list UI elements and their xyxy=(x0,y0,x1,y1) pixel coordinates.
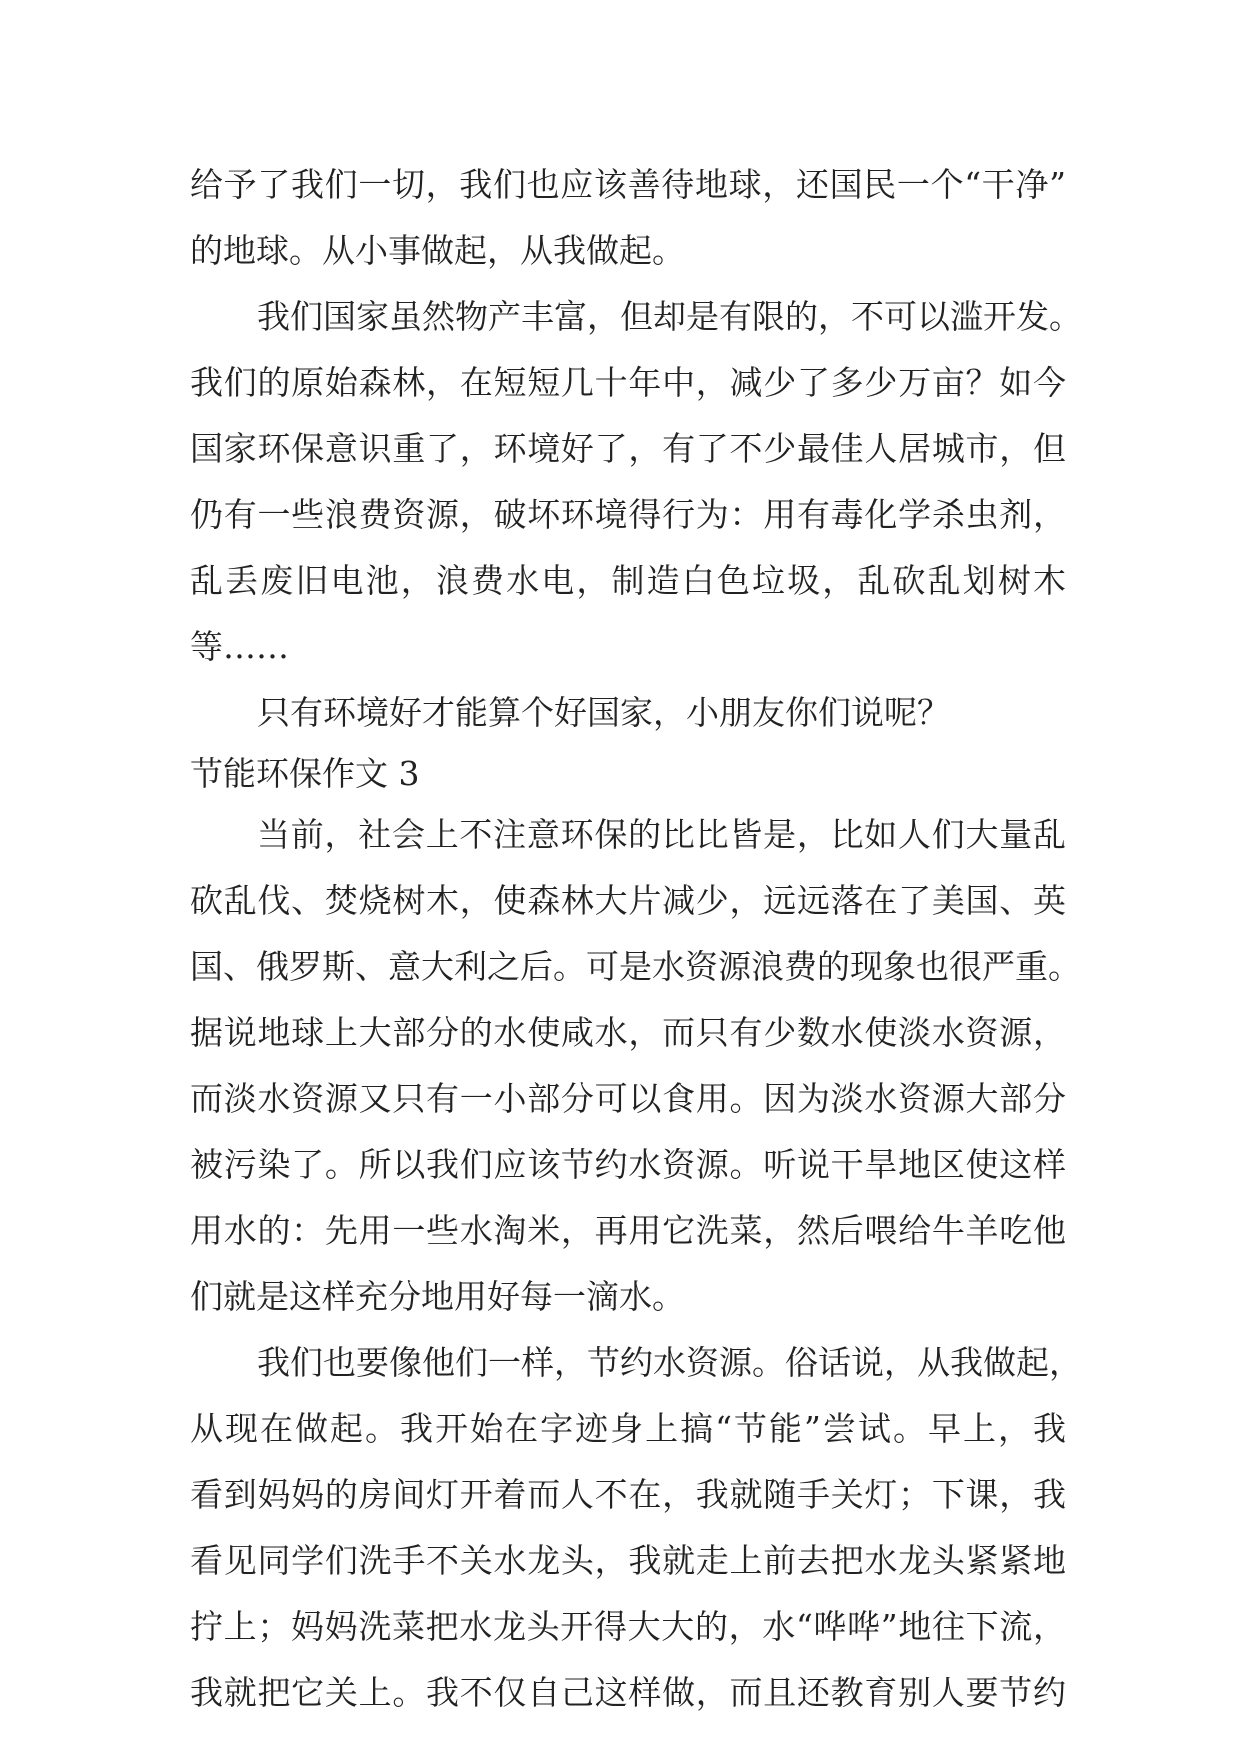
text-line: 当前，社会上不注意环保的比比皆是，比如人们大量乱 xyxy=(257,815,1066,854)
text-line: 从现在做起。我开始在字迹身上搞“节能”尝试。早上，我 xyxy=(190,1409,1066,1448)
document-body xyxy=(190,152,1082,1726)
text-line: 的地球。从小事做起，从我做起。 xyxy=(190,231,685,270)
text-line: 我们的原始森林，在短短几十年中，减少了多少万亩？如今 xyxy=(190,363,1066,402)
paragraph-4 xyxy=(190,802,1081,1330)
text-line: 用水的：先用一些水淘米，再用它洗菜，然后喂给牛羊吃他 xyxy=(190,1211,1066,1250)
text-line: 看见同学们洗手不关水龙头，我就走上前去把水龙头紧紧地 xyxy=(190,1541,1066,1580)
paragraph-3 xyxy=(190,680,1066,746)
text-line: 国、俄罗斯、意大利之后。可是水资源浪费的现象也很严重。 xyxy=(190,947,1081,986)
text-line: 给予了我们一切，我们也应该善待地球，还国民一个“干净” xyxy=(190,165,1066,204)
text-line: 我就把它关上。我不仅自己这样做，而且还教育别人要节约 xyxy=(190,1673,1066,1712)
text-line: 我们国家虽然物产丰富，但却是有限的，不可以滥开发。 xyxy=(257,297,1082,336)
text-line: 砍乱伐、焚烧树木，使森林大片减少，远远落在了美国、英 xyxy=(190,881,1066,920)
paragraph-5 xyxy=(190,1330,1082,1726)
text-line: 我们也要像他们一样，节约水资源。俗话说，从我做起， xyxy=(257,1343,1082,1382)
text-line: 仍有一些浪费资源，破坏环境得行为：用有毒化学杀虫剂， xyxy=(190,495,1066,534)
text-line: 而淡水资源又只有一小部分可以食用。因为淡水资源大部分 xyxy=(190,1079,1066,1118)
text-line: 等…… xyxy=(190,627,289,666)
text-line: 乱丢废旧电池，浪费水电，制造白色垃圾，乱砍乱划树木 xyxy=(190,561,1066,600)
text-line: 国家环保意识重了，环境好了，有了不少最佳人居城市，但 xyxy=(190,429,1066,468)
text-line: 只有环境好才能算个好国家，小朋友你们说呢？ xyxy=(257,693,950,732)
text-line: 据说地球上大部分的水使咸水，而只有少数水使淡水资源， xyxy=(190,1013,1066,1052)
paragraph-1 xyxy=(190,152,1066,284)
text-line: 被污染了。所以我们应该节约水资源。听说干旱地区使这样 xyxy=(190,1145,1066,1184)
paragraph-2 xyxy=(190,284,1082,680)
text-line: 们就是这样充分地用好每一滴水。 xyxy=(190,1277,685,1316)
text-line: 看到妈妈的房间灯开着而人不在，我就随手关灯；下课，我 xyxy=(190,1475,1066,1514)
text-line: 拧上；妈妈洗菜把水龙头开得大大的，水“哗哗”地往下流， xyxy=(190,1607,1066,1646)
section-heading: 节能环保作文 3 xyxy=(190,754,420,793)
